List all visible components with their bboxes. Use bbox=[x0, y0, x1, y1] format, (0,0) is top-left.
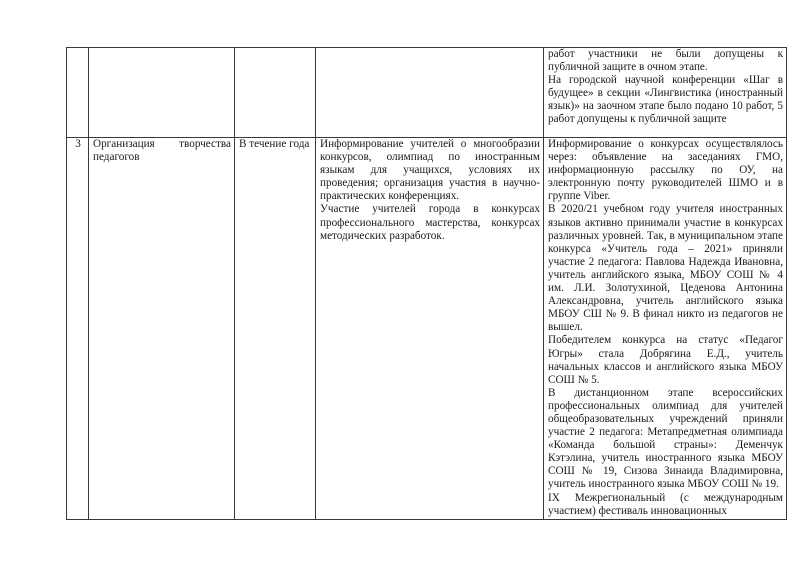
timing-cell bbox=[235, 48, 316, 138]
results-paragraph: Информирование о конкурсах осуществлялось через: объявление на заседаниях ГМО, информационную рассылку по ОУ, на электронную почту руководителей ШМО и в группе Viber. bbox=[548, 138, 783, 203]
table-row-continuation bbox=[67, 48, 787, 138]
results-paragraph: IX Межрегиональный (с международным участием) фестиваль инновационных bbox=[548, 491, 783, 517]
content-paragraph: Информирование учителей о многообразии конкурсов, олимпиад по иностранным языкам для учащихся, условиях их проведения; организация участия в научно-практических конференциях. bbox=[320, 138, 540, 203]
content-cell bbox=[316, 48, 544, 138]
timing-cell: В течение года bbox=[235, 138, 316, 520]
results-paragraph: В дистанционном этапе всероссийских профессиональных олимпиад для учителей общеобразовательных учреждений приняли участие 2 педагога: Метапредметная олимпиада «Команда большой страны»: Деменчук Кэтэлина, учитель иностранного языка МБОУ СОШ № 19, Сизова Зинаида Владимировна, учитель иностранного языка МБОУ СОШ № 19. bbox=[548, 386, 783, 491]
results-paragraph: работ участники не были допущены к публичной защите в очном этапе. bbox=[548, 48, 783, 74]
row-number-cell bbox=[67, 48, 89, 138]
results-cell bbox=[544, 138, 787, 520]
results-paragraph: На городской научной конференции «Шаг в будущее» в секции «Лингвистика (иностранный язык)» на заочном этапе было подано 10 работ, 5 работ допущены к публичной защите bbox=[548, 74, 783, 126]
content-cell bbox=[316, 138, 544, 520]
results-cell bbox=[544, 48, 787, 138]
activity-cell bbox=[89, 48, 235, 138]
results-paragraph: В 2020/21 учебном году учителя иностранных языков активно принимали участие в конкурсах различных уровней. Так, в муниципальном этапе конкурса «Учитель года – 2021» приняли участие 2 педагога: Павлова Надежда Ивановна, учитель английского языка, МБОУ СОШ № 4 им. Л.И. Золотухиной, Цеденова Антонина Александровна, учитель английского языка МБОУ СШ № 9. В финал никто из педагогов не вышел. bbox=[548, 203, 783, 334]
activity-cell: Организация творчества педагогов bbox=[89, 138, 235, 520]
content-paragraph: Участие учителей города в конкурсах профессионального мастерства, конкурсах методических разработок. bbox=[320, 203, 540, 242]
table-row-3 bbox=[67, 138, 787, 520]
report-table bbox=[66, 47, 787, 520]
row-number-cell: 3 bbox=[67, 138, 89, 520]
results-paragraph: Победителем конкурса на статус «Педагог Югры» стала Добрягина Е.Д., учитель начальных классов и английского языка МБОУ СОШ № 5. bbox=[548, 334, 783, 386]
